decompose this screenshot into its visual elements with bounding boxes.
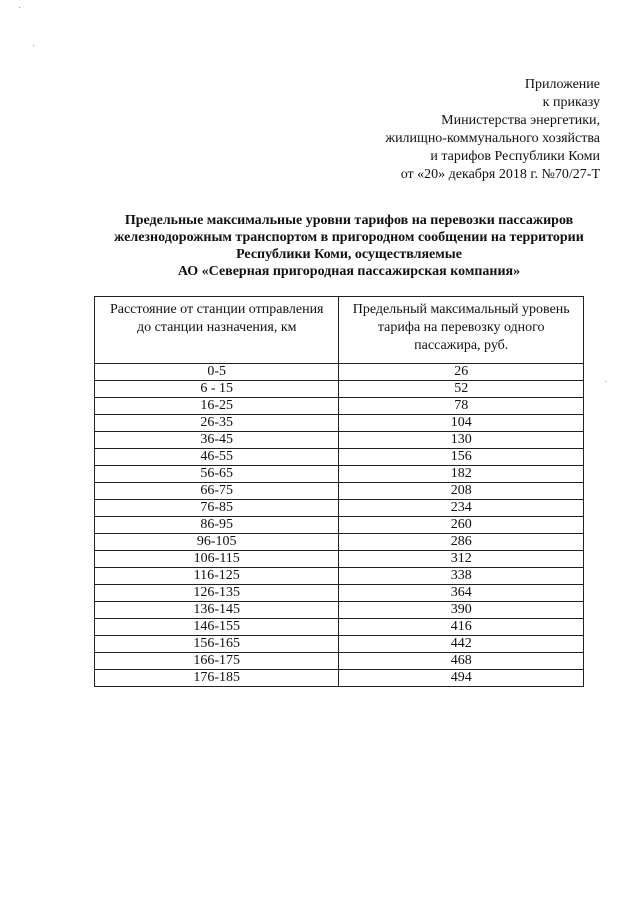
header-tariff xyxy=(339,297,584,364)
table-row xyxy=(95,517,584,534)
distance-cell: 26-35 xyxy=(95,415,339,432)
table-row xyxy=(95,585,584,602)
appendix-block xyxy=(385,76,600,184)
document-title xyxy=(80,212,618,280)
tariff-cell: 338 xyxy=(339,568,584,585)
distance-cell: 106-115 xyxy=(95,551,339,568)
tariff-cell: 52 xyxy=(339,381,584,398)
tariff-cell: 182 xyxy=(339,466,584,483)
distance-cell: 156-165 xyxy=(95,636,339,653)
header-tariff-line: тарифа на перевозку одного xyxy=(377,320,545,335)
tariff-cell: 260 xyxy=(339,517,584,534)
tariff-cell: 104 xyxy=(339,415,584,432)
appendix-line: и тарифов Республики Коми xyxy=(430,149,600,164)
distance-cell: 46-55 xyxy=(95,449,339,466)
appendix-line: к приказу xyxy=(542,95,600,110)
tariff-cell: 468 xyxy=(339,653,584,670)
table-row xyxy=(95,466,584,483)
title-line: железнодорожным транспортом в пригородном сообщении на территории xyxy=(114,230,584,245)
table-row xyxy=(95,415,584,432)
distance-cell: 86-95 xyxy=(95,517,339,534)
table-row xyxy=(95,432,584,449)
appendix-line: Министерства энергетики, xyxy=(441,113,600,128)
tariff-cell: 416 xyxy=(339,619,584,636)
distance-cell: 126-135 xyxy=(95,585,339,602)
table-row xyxy=(95,670,584,687)
tariff-cell: 286 xyxy=(339,534,584,551)
tariff-table xyxy=(94,296,584,687)
distance-cell: 76-85 xyxy=(95,500,339,517)
header-distance-line: до станции назначения, км xyxy=(136,320,297,335)
title-line: АО «Северная пригородная пассажирская компания» xyxy=(177,264,521,279)
distance-cell: 56-65 xyxy=(95,466,339,483)
table-row xyxy=(95,500,584,517)
tariff-cell: 208 xyxy=(339,483,584,500)
distance-cell: 6 - 15 xyxy=(95,381,339,398)
table-row xyxy=(95,449,584,466)
tariff-cell: 26 xyxy=(339,364,584,381)
table-row xyxy=(95,551,584,568)
scan-mark: · xyxy=(32,40,36,51)
distance-cell: 16-25 xyxy=(95,398,339,415)
tariff-cell: 234 xyxy=(339,500,584,517)
table-row xyxy=(95,398,584,415)
table-row xyxy=(95,602,584,619)
table-row xyxy=(95,636,584,653)
table-row xyxy=(95,534,584,551)
distance-cell: 66-75 xyxy=(95,483,339,500)
table-header-row xyxy=(95,297,584,364)
table-row xyxy=(95,364,584,381)
tariff-cell: 78 xyxy=(339,398,584,415)
scan-mark: · xyxy=(604,376,608,387)
table-row xyxy=(95,653,584,670)
table-row xyxy=(95,619,584,636)
table-row xyxy=(95,381,584,398)
table-row xyxy=(95,483,584,500)
tariff-cell: 390 xyxy=(339,602,584,619)
header-tariff-line: Предельный максимальный уровень xyxy=(352,302,570,317)
appendix-line: жилищно-коммунального хозяйства xyxy=(385,131,600,146)
appendix-line: от «20» декабря 2018 г. №70/27-Т xyxy=(400,167,600,182)
title-line: Предельные максимальные уровни тарифов на перевозки пассажиров xyxy=(124,213,574,228)
tariff-cell: 364 xyxy=(339,585,584,602)
distance-cell: 136-145 xyxy=(95,602,339,619)
scan-mark: · xyxy=(18,2,22,13)
distance-cell: 96-105 xyxy=(95,534,339,551)
distance-cell: 0-5 xyxy=(95,364,339,381)
tariff-cell: 494 xyxy=(339,670,584,687)
tariff-cell: 312 xyxy=(339,551,584,568)
tariff-cell: 442 xyxy=(339,636,584,653)
header-distance xyxy=(95,297,339,364)
distance-cell: 166-175 xyxy=(95,653,339,670)
appendix-line: Приложение xyxy=(524,77,600,92)
tariff-cell: 130 xyxy=(339,432,584,449)
tariff-cell: 156 xyxy=(339,449,584,466)
distance-cell: 116-125 xyxy=(95,568,339,585)
distance-cell: 36-45 xyxy=(95,432,339,449)
distance-cell: 176-185 xyxy=(95,670,339,687)
distance-cell: 146-155 xyxy=(95,619,339,636)
header-distance-line: Расстояние от станции отправления xyxy=(109,302,324,317)
table-row xyxy=(95,568,584,585)
header-tariff-line: пассажира, руб. xyxy=(414,338,509,353)
title-line: Республики Коми, осуществляемые xyxy=(236,247,462,262)
